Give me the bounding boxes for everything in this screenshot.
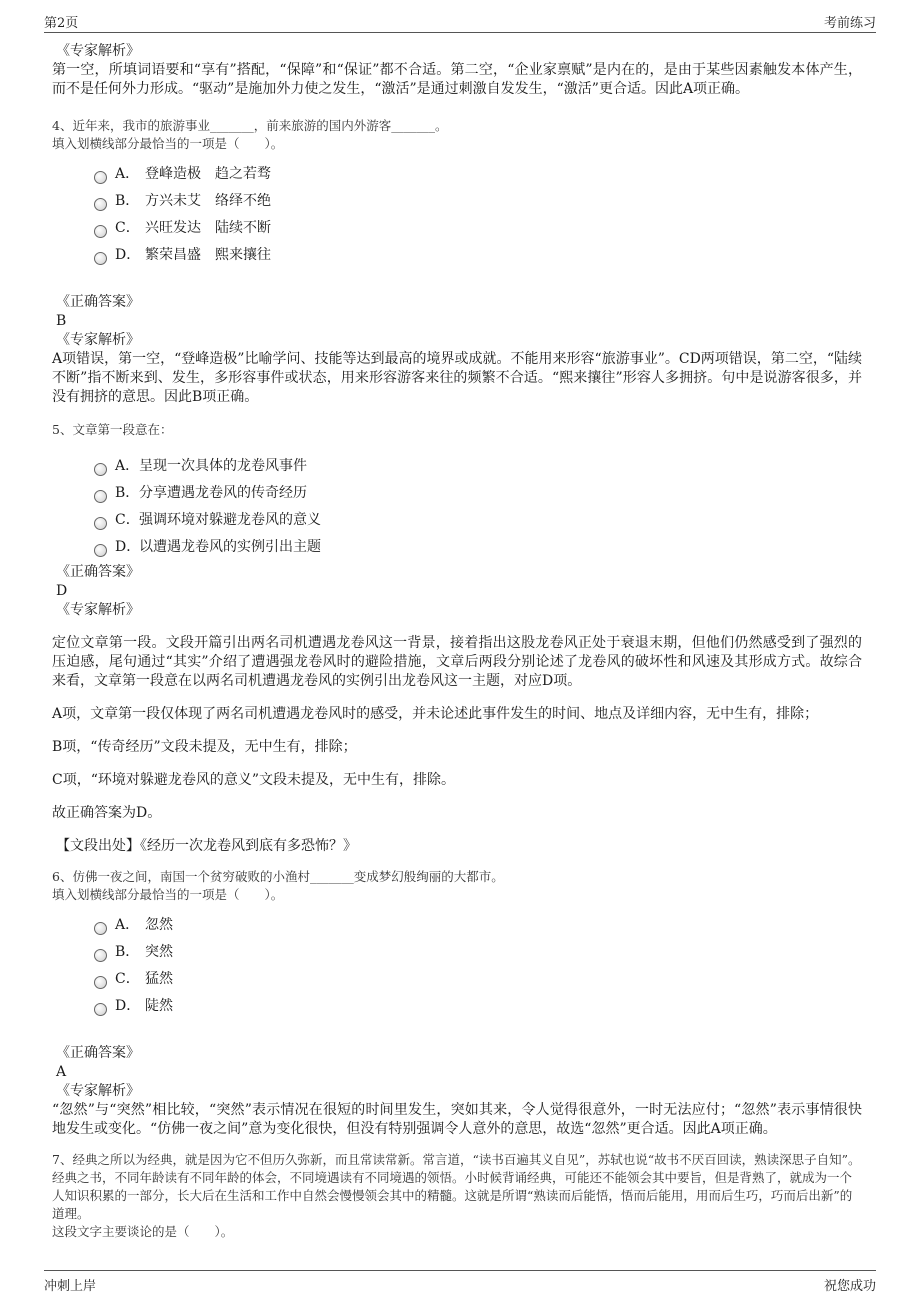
q5-options bbox=[94, 453, 862, 561]
q5-analysis-1: 定位文章第一段。文段开篇引出两名司机遭遇龙卷风这一背景，接着指出这股龙卷风正处于衰退末期，但他们仍然感受到了强烈的压迫感，尾句通过“其实”介绍了遭遇强龙卷风时的避险措施，文章后两段分别论述了龙卷风的破坏性和风速及其形成方式。故综合来看，文章第一段意在以两名司机遭遇龙卷风的实例引出龙卷风这一主题，对应D项。 bbox=[52, 635, 862, 689]
radio-icon[interactable] bbox=[94, 198, 107, 211]
q6-answer: A bbox=[56, 1064, 67, 1080]
radio-icon[interactable] bbox=[94, 1003, 107, 1016]
q6-instruction: 填入划横线部分最恰当的一项是（ ）。 bbox=[52, 887, 284, 902]
q5-analysis-2: A项，文章第一段仅体现了两名司机遭遇龙卷风时的感受，并未论述此事件发生的时间、地点及详细内容，无中生有，排除； bbox=[52, 706, 819, 722]
q4-analysis: A项错误，第一空，“登峰造极”比喻学问、技能等达到最高的境界或成就。不能用来形容“旅游事业”。CD两项错误，第二空，“陆续不断”指不断来到、发生，多形容事件或状态，用来形容游客来往的频繁不合适。“熙来攘往”形容人多拥挤。句中是说游客很多，并没有拥挤的意思。因此B项正确。 bbox=[52, 351, 862, 405]
q6-option-d[interactable]: D． 陡然 bbox=[94, 993, 862, 1020]
radio-icon[interactable] bbox=[94, 922, 107, 935]
q6-option-a[interactable]: A． 忽然 bbox=[94, 912, 862, 939]
radio-icon[interactable] bbox=[94, 171, 107, 184]
analysis-label: 《专家解析》 bbox=[56, 43, 140, 59]
page-footer bbox=[44, 1270, 876, 1297]
q4-option-d[interactable]: D． 繁荣昌盛 熙来攘往 bbox=[94, 242, 862, 269]
q4-options bbox=[94, 161, 862, 269]
q4-instruction: 填入划横线部分最恰当的一项是（ ）。 bbox=[52, 136, 284, 151]
q4-answer: B bbox=[56, 313, 67, 329]
radio-icon[interactable] bbox=[94, 463, 107, 476]
q5-option-c[interactable]: C． 强调环境对躲避龙卷风的意义 bbox=[94, 507, 862, 534]
q3-analysis: 第一空，所填词语要和“享有”搭配，“保障”和“保证”都不合适。第二空，“企业家禀赋”是内在的，是由于某些因素触发本体产生，而不是任何外力形成。“驱动”是施加外力使之发生，“激活”是通过刺激自发发生，“激活”更合适。因此A项正确。 bbox=[52, 62, 862, 97]
radio-icon[interactable] bbox=[94, 490, 107, 503]
q6-analysis: “忽然”与“突然”相比较，“突然”表示情况在很短的时间里发生，突如其来，令人觉得很意外，一时无法应付；“忽然”表示事情很快地发生或变化。“仿佛一夜之间”意为变化很快，但没有特别强调令人意外的意思，故选“忽然”更合适。因此A项正确。 bbox=[52, 1102, 862, 1137]
q5-option-a[interactable]: A． 呈现一次具体的龙卷风事件 bbox=[94, 453, 862, 480]
q5-stem: 5、文章第一段意在： bbox=[52, 422, 173, 437]
q7-stem: 7、经典之所以为经典，就是因为它不但历久弥新，而且常读常新。常言道，“读书百遍其义自见”，苏轼也说“故书不厌百回读，熟读深思子自知”。经典之书，不同年龄读有不同年龄的体会，不同境遇读有不同境遇的领悟。小时候背诵经典，可能还不能领会其中要旨，但是背熟了，就成为一个人知识积累的一部分，长大后在生活和工作中自然会慢慢领会其中的精髓。这就是所谓“熟读而后能悟，悟而后能用，用而后生巧，巧而后出新”的道理。 bbox=[52, 1152, 861, 1221]
radio-icon[interactable] bbox=[94, 252, 107, 265]
q6-stem: 6、仿佛一夜之间，南国一个贫穷破败的小渔村_______变成梦幻般绚丽的大都市。 bbox=[52, 869, 504, 884]
q5-analysis-4: C项，“环境对躲避龙卷风的意义”文段未提及，无中生有，排除。 bbox=[52, 772, 456, 788]
answer-label: 《正确答案》 bbox=[56, 564, 140, 580]
q4-option-c[interactable]: C． 兴旺发达 陆续不断 bbox=[94, 215, 862, 242]
q6-option-c[interactable]: C． 猛然 bbox=[94, 966, 862, 993]
q4-option-a[interactable]: A． 登峰造极 趋之若骛 bbox=[94, 161, 862, 188]
footer-right: 祝您成功 bbox=[823, 1279, 876, 1294]
header-title: 考前练习 bbox=[823, 16, 876, 31]
radio-icon[interactable] bbox=[94, 976, 107, 989]
q5-source: 【文段出处】《经历一次龙卷风到底有多恐怖？》 bbox=[56, 838, 357, 854]
q5-analysis-5: 故正确答案为D。 bbox=[52, 805, 162, 821]
q5-analysis-3: B项，“传奇经历”文段未提及，无中生有，排除； bbox=[52, 739, 357, 755]
q6-option-b[interactable]: B． 突然 bbox=[94, 939, 862, 966]
analysis-label: 《专家解析》 bbox=[56, 602, 140, 618]
radio-icon[interactable] bbox=[94, 225, 107, 238]
q5-option-d[interactable]: D． 以遭遇龙卷风的实例引出主题 bbox=[94, 534, 862, 561]
analysis-label: 《专家解析》 bbox=[56, 1083, 140, 1099]
q6-options bbox=[94, 912, 862, 1020]
analysis-label: 《专家解析》 bbox=[56, 332, 140, 348]
page-header bbox=[44, 8, 876, 33]
radio-icon[interactable] bbox=[94, 517, 107, 530]
q5-option-b[interactable]: B． 分享遭遇龙卷风的传奇经历 bbox=[94, 480, 862, 507]
q5-answer: D bbox=[56, 583, 68, 599]
q7-instruction: 这段文字主要谈论的是（ ）。 bbox=[52, 1224, 234, 1239]
answer-label: 《正确答案》 bbox=[56, 294, 140, 310]
radio-icon[interactable] bbox=[94, 949, 107, 962]
page-content bbox=[52, 40, 862, 1241]
footer-left: 冲刺上岸 bbox=[44, 1279, 97, 1294]
radio-icon[interactable] bbox=[94, 544, 107, 557]
answer-label: 《正确答案》 bbox=[56, 1045, 140, 1061]
q4-stem: 4、近年来，我市的旅游事业_______，前来旅游的国内外游客_______。 bbox=[52, 118, 448, 133]
page-number: 第2页 bbox=[44, 16, 79, 31]
q4-option-b[interactable]: B． 方兴未艾 络绎不绝 bbox=[94, 188, 862, 215]
